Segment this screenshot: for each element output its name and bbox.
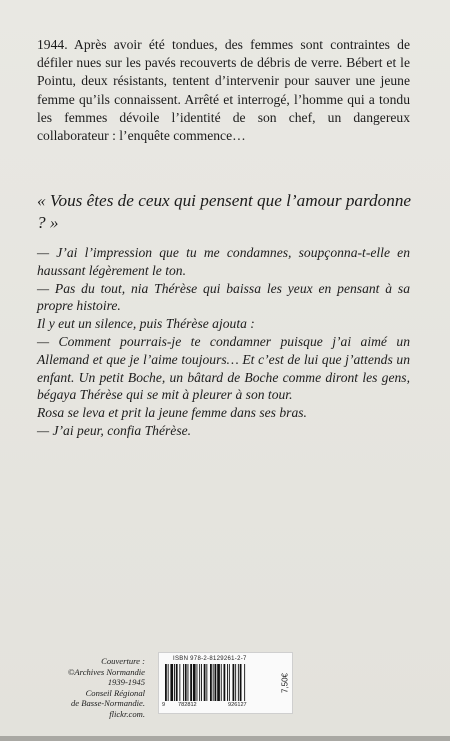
barcode-bar bbox=[176, 664, 178, 701]
barcode-bar bbox=[240, 664, 242, 701]
barcode-bar bbox=[197, 664, 198, 701]
excerpt-line: — J’ai peur, confia Thérèse. bbox=[37, 422, 192, 438]
barcode-bar bbox=[204, 664, 206, 701]
barcode-bar bbox=[201, 664, 202, 701]
barcode-digits bbox=[162, 702, 276, 710]
excerpt-line: Il y eut un silence, puis Thérèse ajouta : bbox=[37, 316, 255, 332]
price-label: 7,50€ bbox=[280, 672, 290, 694]
barcode-bar bbox=[233, 664, 235, 701]
cover-credits bbox=[20, 656, 145, 720]
barcode-bar bbox=[193, 664, 196, 701]
barcode-bar bbox=[170, 664, 173, 701]
barcode-bar bbox=[213, 664, 214, 701]
excerpt bbox=[37, 244, 410, 440]
barcode-bar bbox=[185, 664, 187, 701]
pull-quote: « Vous êtes de ceux qui pensent que l’amour pardonne ? » bbox=[37, 191, 412, 232]
isbn-label: ISBN 978-2-8129261-2-7 bbox=[173, 656, 247, 662]
barcode-bar bbox=[210, 664, 212, 701]
credit-line: Conseil Régional bbox=[85, 687, 145, 698]
credit-line: de Basse-Normandie. bbox=[71, 698, 145, 709]
credit-line: 1939-1945 bbox=[107, 677, 145, 688]
barcode-bars bbox=[165, 664, 273, 701]
barcode-bar bbox=[238, 664, 239, 701]
barcode-bar bbox=[179, 664, 180, 701]
credit-line: flickr.com. bbox=[109, 708, 145, 719]
barcode-bar bbox=[229, 664, 230, 701]
excerpt-line: — J’ai l’impression que tu me condamnes, soupçonna-t-elle en haussant légèrement le ton. bbox=[37, 245, 410, 278]
price-box bbox=[278, 652, 293, 714]
barcode-bar bbox=[227, 664, 228, 701]
credit-line: ©Archives Normandie bbox=[67, 666, 145, 677]
barcode-bar bbox=[206, 664, 207, 701]
excerpt-line: — Comment pourrais-je te condamner puisque j’ai aimé un Allemand et que je l’aime toujours… Et c’est de lui que j’attends un enfant. Un petit Boche, un bâtard de Boche comme diront les gens, bégaya Thérèse qui se mit à pleurer à son tour. bbox=[37, 333, 410, 403]
barcode-digit-left: 9 bbox=[162, 702, 166, 708]
barcode-bar bbox=[190, 664, 192, 701]
barcode bbox=[158, 652, 280, 714]
barcode-bar bbox=[174, 664, 175, 701]
synopsis-paragraph: 1944. Après avoir été tondues, des femmes sont contraintes de défiler nues sur les pavés recouverts de débris de verre. Bébert et le Pointu, deux résistants, tentent d’intervenir pour sauver une jeune femme qu’ils connaissent. Arrêté et interrogé, l’homme qui a tondu les femmes dévoile l’identité de son chef, un dangereux collaborateur : l’enquête commence… bbox=[37, 37, 410, 144]
barcode-bar bbox=[168, 664, 169, 701]
page-edge bbox=[0, 736, 450, 741]
barcode-bar bbox=[235, 664, 236, 701]
barcode-bar bbox=[217, 664, 220, 701]
barcode-bar bbox=[165, 664, 167, 701]
barcode-bar bbox=[183, 664, 184, 701]
excerpt-line: Rosa se leva et prit la jeune femme dans ses bras. bbox=[37, 405, 307, 421]
credit-line: Couverture : bbox=[101, 656, 145, 666]
barcode-bar bbox=[215, 664, 217, 701]
barcode-bar bbox=[199, 664, 200, 701]
barcode-bar bbox=[188, 664, 189, 701]
barcode-bar bbox=[221, 664, 222, 701]
barcode-digits-right: 926127 bbox=[228, 702, 247, 708]
barcode-digits-mid: 782812 bbox=[178, 702, 197, 708]
barcode-bar bbox=[224, 664, 226, 701]
barcode-bar bbox=[244, 664, 245, 701]
excerpt-line: — Pas du tout, nia Thérèse qui baissa les yeux en pensant à sa propre histoire. bbox=[37, 280, 410, 314]
